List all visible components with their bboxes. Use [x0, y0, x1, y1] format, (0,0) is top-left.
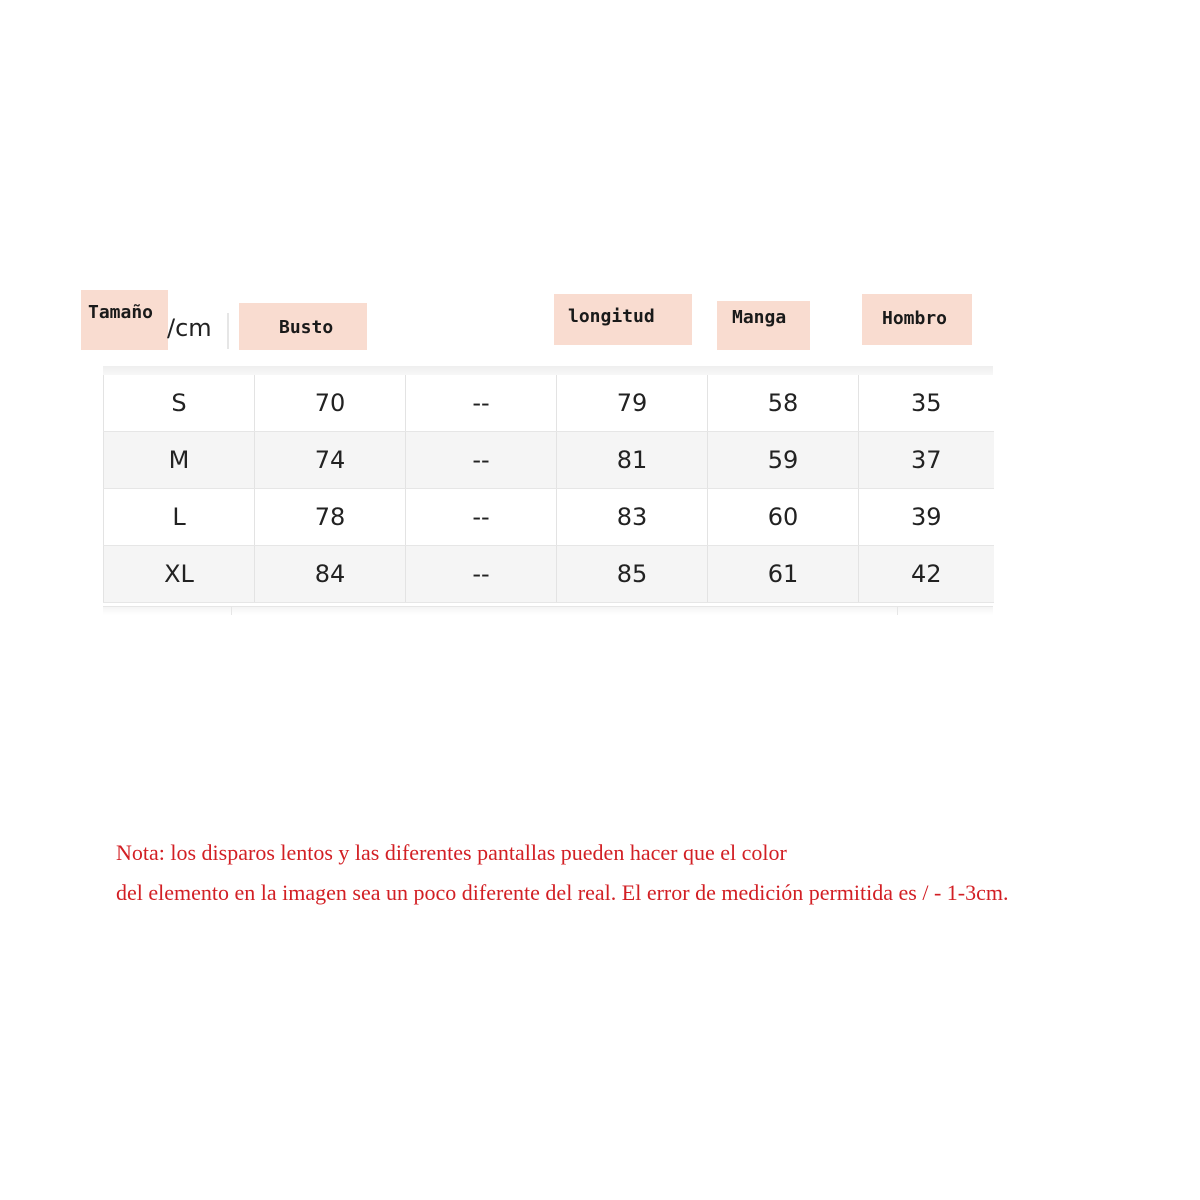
table-top-edge [103, 366, 993, 375]
cell-manga: 60 [708, 489, 859, 546]
cell-extra: -- [406, 546, 557, 603]
header-size-label: Tamaño [81, 290, 168, 350]
table-bottom-tick-left [231, 606, 232, 615]
cell-manga: 61 [708, 546, 859, 603]
header-longitud: longitud [554, 294, 692, 345]
cell-size: L [104, 489, 255, 546]
cell-size: M [104, 432, 255, 489]
cell-size: S [104, 375, 255, 432]
cell-busto: 78 [255, 489, 406, 546]
cell-busto: 70 [255, 375, 406, 432]
cell-hombro: 37 [859, 432, 994, 489]
cell-manga: 59 [708, 432, 859, 489]
cell-extra: -- [406, 432, 557, 489]
table-row [104, 432, 994, 489]
cell-extra: -- [406, 375, 557, 432]
header-hombro: Hombro [862, 294, 972, 345]
header-manga: Manga [717, 301, 810, 350]
cell-size: XL [104, 546, 255, 603]
cell-manga: 58 [708, 375, 859, 432]
cell-longitud: 85 [557, 546, 708, 603]
table-row [104, 546, 994, 603]
cell-busto: 84 [255, 546, 406, 603]
table-bottom-edge [103, 606, 993, 615]
cell-longitud: 83 [557, 489, 708, 546]
cell-hombro: 35 [859, 375, 994, 432]
cell-longitud: 81 [557, 432, 708, 489]
cell-busto: 74 [255, 432, 406, 489]
table-row [104, 375, 994, 432]
header-busto: Busto [239, 303, 367, 350]
header-unit-label: /cm [167, 314, 212, 342]
note-line-2: del elemento en la imagen sea un poco diferente del real. El error de medición permitida es / - 1-3cm. [116, 880, 1009, 905]
cell-extra: -- [406, 489, 557, 546]
note-line-1: Nota: los disparos lentos y las diferentes pantallas pueden hacer que el color [116, 840, 787, 865]
cell-longitud: 79 [557, 375, 708, 432]
table-row [104, 489, 994, 546]
cell-hombro: 42 [859, 546, 994, 603]
unit-divider [227, 313, 229, 349]
size-table [103, 375, 994, 603]
table-bottom-tick-right [897, 606, 898, 615]
cell-hombro: 39 [859, 489, 994, 546]
